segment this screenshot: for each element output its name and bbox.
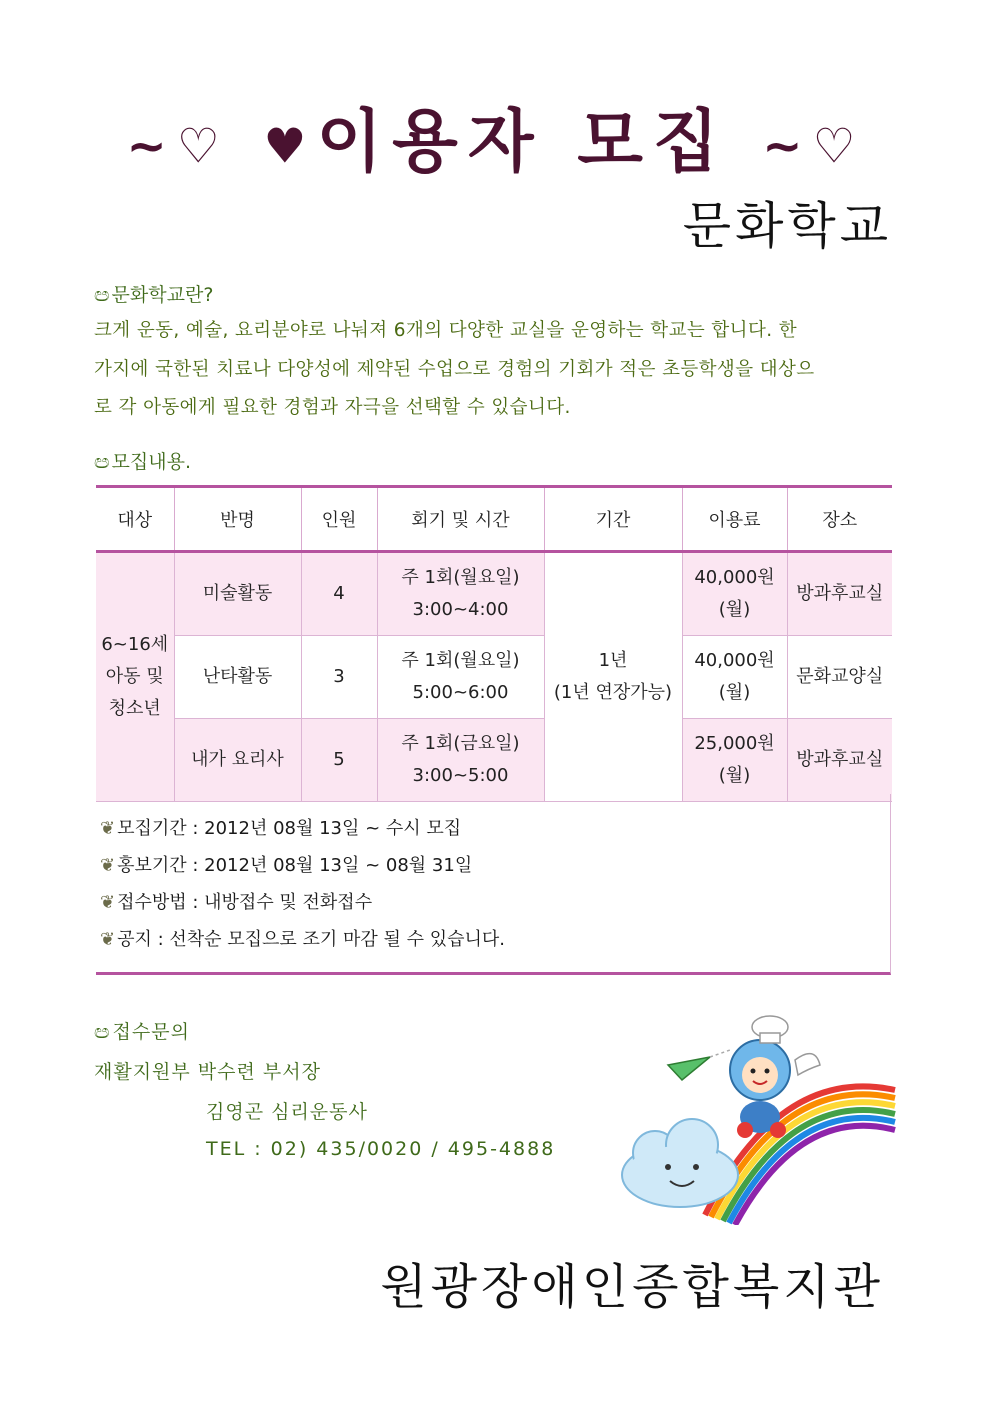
notes-box xyxy=(96,794,891,975)
session-cell: 주 1회(금요일) 3:00~5:00 xyxy=(377,719,544,802)
recruit-table xyxy=(96,485,892,802)
note-line: ❦ 홍보기간 : 2012년 08월 13일 ~ 08월 31일 xyxy=(100,855,473,876)
contact-line: 재활지원부 박수련 부서장 xyxy=(94,1061,321,1083)
session-cell: 주 1회(월요일) 5:00~6:00 xyxy=(377,636,544,719)
leaf-icon: ඏ xyxy=(94,284,110,306)
contact-phone: TEL : 02) 435/0020 / 495-4888 xyxy=(206,1138,556,1160)
class-cell: 내가 요리사 xyxy=(174,719,301,802)
mascot-rainbow-illustration xyxy=(610,1005,900,1225)
intro-text xyxy=(94,312,902,428)
fee-cell: 40,000원 (월) xyxy=(682,552,787,636)
organization-name: 원광장애인종합복지관 xyxy=(380,1259,884,1315)
place-cell: 방과후교실 xyxy=(787,552,892,636)
cloud-icon xyxy=(622,1119,738,1207)
table-header-row xyxy=(96,487,892,552)
table-row xyxy=(96,552,892,636)
place-cell: 문화교양실 xyxy=(787,636,892,719)
leaf-icon: ඏ xyxy=(94,1021,111,1043)
count-cell: 3 xyxy=(301,636,377,719)
heart-swirl-icon: ~♡ xyxy=(126,118,230,175)
intro-line: 가지에 국한된 치료나 다양성에 제약된 수업으로 경험의 기회가 적은 초등학생을 대상으 xyxy=(94,358,815,380)
header-class: 반명 xyxy=(174,487,301,552)
note-line: ❦ 모집기간 : 2012년 08월 13일 ~ 수시 모집 xyxy=(100,818,462,839)
recruit-heading: ඏ 모집내용. xyxy=(94,451,192,473)
heart-icon: ♥ xyxy=(263,118,317,175)
header-session: 회기 및 시간 xyxy=(377,487,544,552)
header-target: 대상 xyxy=(96,487,174,552)
leaf-icon: ඏ xyxy=(94,451,110,473)
poster-title xyxy=(0,88,992,185)
header-period: 기간 xyxy=(544,487,682,552)
period-cell: 1년 (1년 연장가능) xyxy=(544,552,682,802)
header-fee: 이용료 xyxy=(682,487,787,552)
intro-line: 로 각 아동에게 필요한 경험과 자극을 선택할 수 있습니다. xyxy=(94,397,571,418)
subtitle: 문화학교 xyxy=(682,197,892,255)
table-row xyxy=(96,636,892,719)
flower-icon: ❦ xyxy=(100,818,116,839)
contact-heading: ඏ 접수문의 xyxy=(94,1021,190,1043)
intro-line: 크게 운동, 예술, 요리분야로 나눠져 6개의 다양한 교실을 운영하는 학교는 합니다. 한 xyxy=(94,320,798,341)
intro-heading: ඏ 문화학교란? xyxy=(94,284,214,306)
class-cell: 미술활동 xyxy=(174,552,301,636)
title-text: 이용자 모집 xyxy=(316,103,729,182)
session-cell: 주 1회(월요일) 3:00~4:00 xyxy=(377,552,544,636)
note-line: ❦ 공지 : 선착순 모집으로 조기 마감 될 수 있습니다. xyxy=(100,929,506,950)
note-line: ❦ 접수방법 : 내방접수 및 전화접수 xyxy=(100,892,373,913)
count-cell: 4 xyxy=(301,552,377,636)
table-row xyxy=(96,719,892,802)
heart-swirl-icon: ~♡ xyxy=(762,118,866,175)
class-cell: 난타활동 xyxy=(174,636,301,719)
header-count: 인원 xyxy=(301,487,377,552)
header-place: 장소 xyxy=(787,487,892,552)
flower-icon: ❦ xyxy=(100,892,116,913)
paper-plane-icon xyxy=(668,1050,730,1080)
place-cell: 방과후교실 xyxy=(787,719,892,802)
flower-icon: ❦ xyxy=(100,929,116,950)
count-cell: 5 xyxy=(301,719,377,802)
contact-line: 김영곤 심리운동사 xyxy=(206,1101,368,1123)
fee-cell: 40,000원 (월) xyxy=(682,636,787,719)
target-cell: 6~16세 아동 및 청소년 xyxy=(96,552,174,802)
flower-icon: ❦ xyxy=(100,855,116,876)
fee-cell: 25,000원 (월) xyxy=(682,719,787,802)
